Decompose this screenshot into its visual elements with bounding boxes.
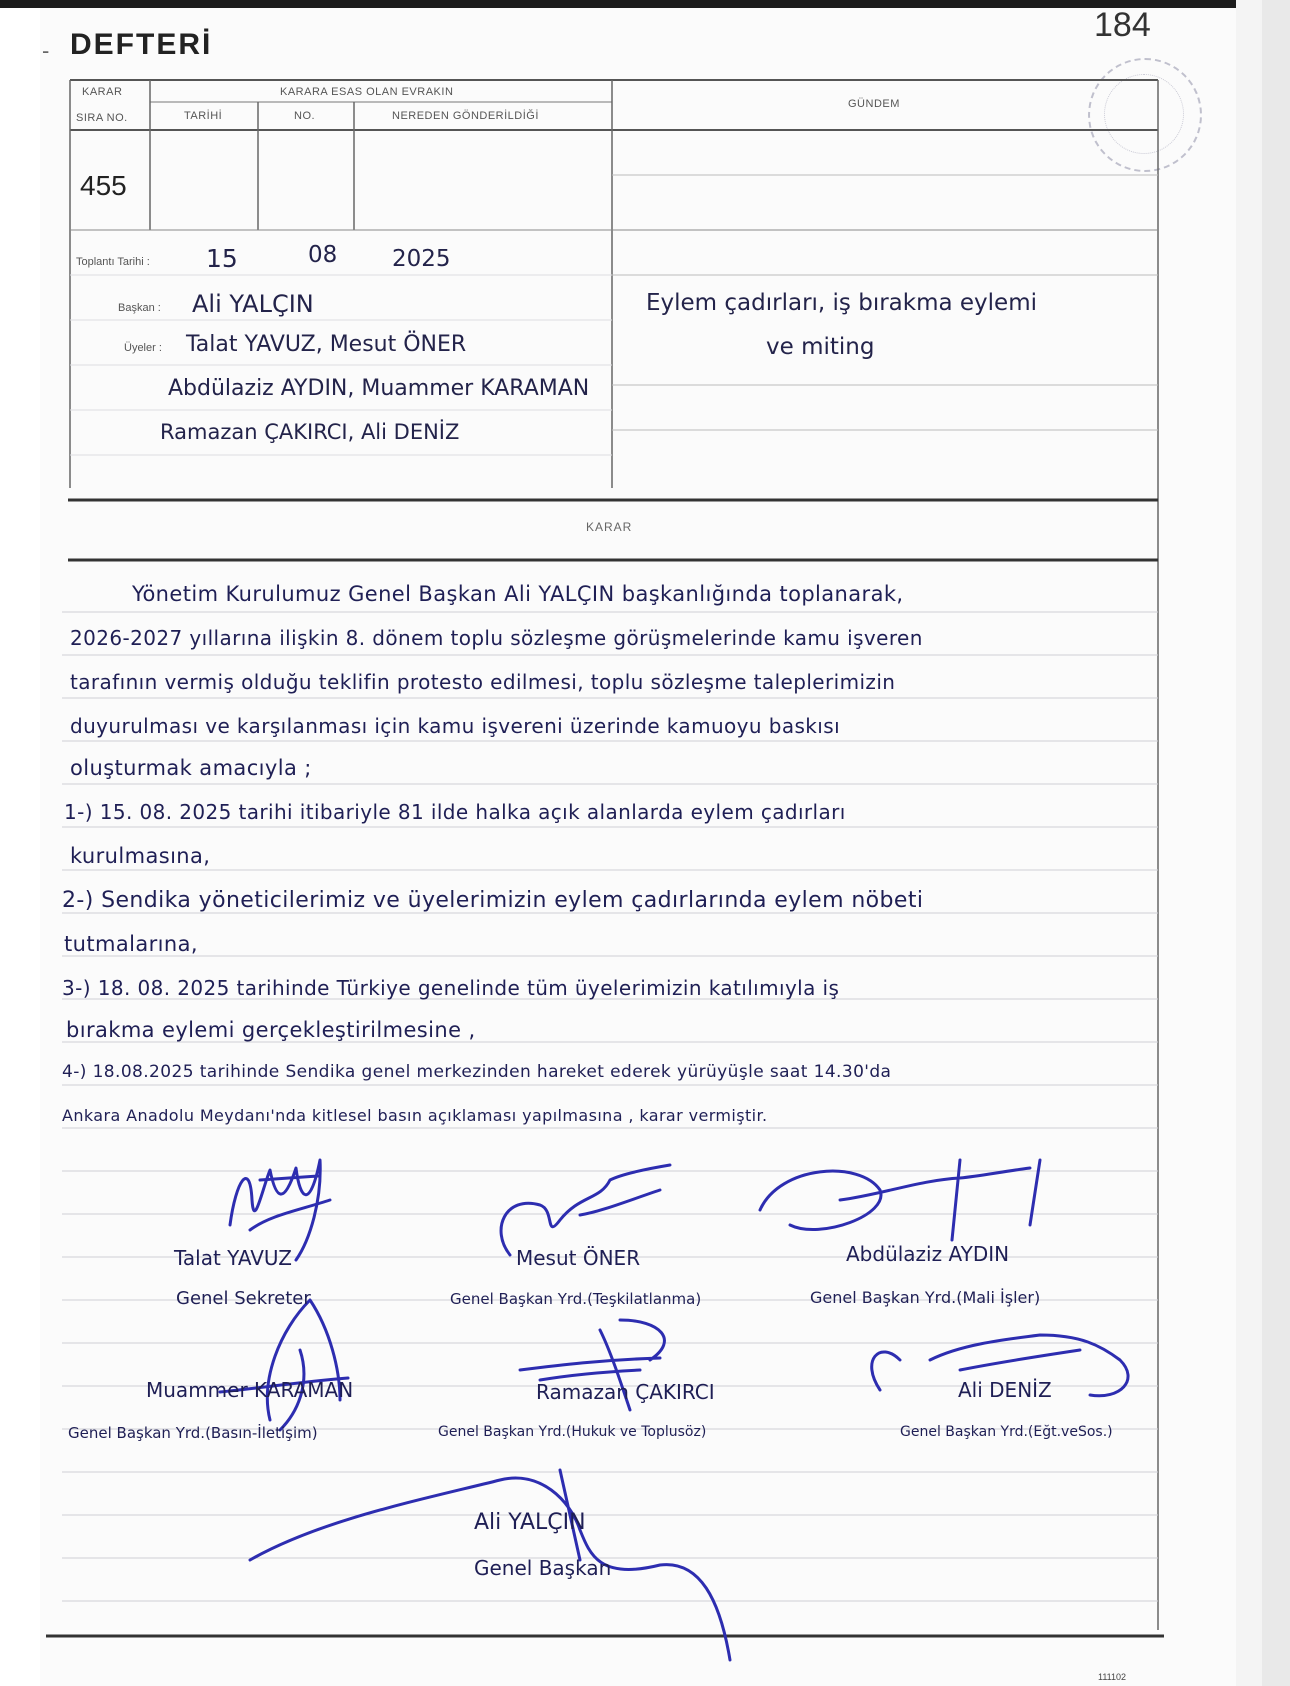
members-line-2: Abdülaziz AYDIN, Muammer KARAMAN <box>168 376 590 401</box>
decision-line: tutmalarına, <box>64 932 198 956</box>
decision-line: 1-) 15. 08. 2025 tarihi itibariyle 81 ilde halka açık alanlarda eylem çadırları <box>64 800 846 824</box>
signatory-title: Genel Başkan <box>474 1556 612 1580</box>
col-no-label: NO. <box>294 110 316 122</box>
decision-line: bırakma eylemi gerçekleştirilmesine , <box>66 1018 476 1042</box>
decision-line: 2026-2027 yıllarına ilişkin 8. dönem toplu sözleşme görüşmelerinde kamu işveren <box>70 626 923 650</box>
signatory-name: Ramazan ÇAKIRCI <box>536 1380 715 1404</box>
footer-code: 111102 <box>1098 1672 1127 1682</box>
col-sira-no-label: SIRA NO. <box>76 112 128 124</box>
signatory-name: Ali YALÇIN <box>474 1510 586 1535</box>
decision-line: tarafının vermiş olduğu teklifin protesto edilmesi, toplu sözleşme taleplerimizin <box>70 670 896 694</box>
signatory-name: Talat YAVUZ <box>174 1246 292 1270</box>
col-evrak-label: KARARA ESAS OLAN EVRAKIN <box>280 86 454 98</box>
decision-line: oluşturmak amacıyla ; <box>70 756 312 780</box>
meeting-day: 15 <box>206 244 238 273</box>
signature-talat-yavuz <box>230 1160 330 1260</box>
meeting-date-label: Toplantı Tarihi : <box>76 256 150 268</box>
signatory-name: Abdülaziz AYDIN <box>846 1242 1010 1266</box>
signatory-name: Mesut ÖNER <box>516 1246 641 1270</box>
col-tarihi-label: TARİHİ <box>184 110 223 122</box>
signatory-title: Genel Başkan Yrd.(Hukuk ve Toplusöz) <box>438 1424 707 1440</box>
chair-name: Ali YALÇIN <box>192 290 314 318</box>
signatory-name: Ali DENİZ <box>958 1378 1052 1402</box>
page-title: DEFTERİ <box>70 28 213 61</box>
meeting-year: 2025 <box>392 246 451 272</box>
agenda-line-1: Eylem çadırları, iş bırakma eylemi <box>646 290 1037 316</box>
decision-line: duyurulması ve karşılanması için kamu işvereni üzerinde kamuoyu baskısı <box>70 714 841 738</box>
members-label: Üyeler : <box>124 342 162 354</box>
decision-line: 4-) 18.08.2025 tarihinde Sendika genel merkezinden hareket ederek yürüyüşle saat 14.30'da <box>62 1062 892 1082</box>
signatory-title: Genel Başkan Yrd.(Basın-İletişim) <box>68 1424 318 1442</box>
signature-abdulaziz-aydin <box>760 1160 1040 1240</box>
col-karar-label: KARAR <box>82 86 123 98</box>
decision-line: Yönetim Kurulumuz Genel Başkan Ali YALÇIN başkanlığında toplanarak, <box>132 582 904 606</box>
meeting-month: 08 <box>308 242 338 268</box>
signatory-title: Genel Başkan Yrd.(Teşkilatlanma) <box>450 1290 702 1308</box>
col-nereden-label: NEREDEN GÖNDERİLDİĞİ <box>392 110 539 122</box>
signatory-title: Genel Başkan Yrd.(Eğt.veSos.) <box>900 1424 1113 1440</box>
members-line-3: Ramazan ÇAKIRCI, Ali DENİZ <box>160 420 460 444</box>
signatory-title: Genel Başkan Yrd.(Mali İşler) <box>810 1288 1041 1307</box>
decision-line: 2-) Sendika yöneticilerimiz ve üyelerimizin eylem çadırlarında eylem nöbeti <box>62 888 924 913</box>
signatory-title: Genel Sekreter <box>176 1288 311 1309</box>
chair-label: Başkan : <box>118 302 161 314</box>
col-gundem-label: GÜNDEM <box>848 98 900 110</box>
signature-muammer-karaman <box>220 1300 348 1430</box>
decision-line: Ankara Anadolu Meydanı'nda kitlesel basın açıklaması yapılmasına , karar vermiştir. <box>62 1106 768 1125</box>
agenda-line-2: ve miting <box>766 334 875 360</box>
signature-mesut-oner <box>501 1165 670 1255</box>
decision-line: kurulmasına, <box>70 844 211 868</box>
decision-line: 3-) 18. 08. 2025 tarihinde Türkiye genelinde tüm üyelerimizin katılımıyla iş <box>62 976 840 1000</box>
page-number: 184 <box>1094 6 1151 44</box>
karar-section-label: KARAR <box>586 520 633 534</box>
karar-number: 455 <box>80 170 127 201</box>
title-dash: - <box>42 38 50 63</box>
members-line-1: Talat YAVUZ, Mesut ÖNER <box>186 332 467 357</box>
signatory-name: Muammer KARAMAN <box>146 1378 354 1402</box>
